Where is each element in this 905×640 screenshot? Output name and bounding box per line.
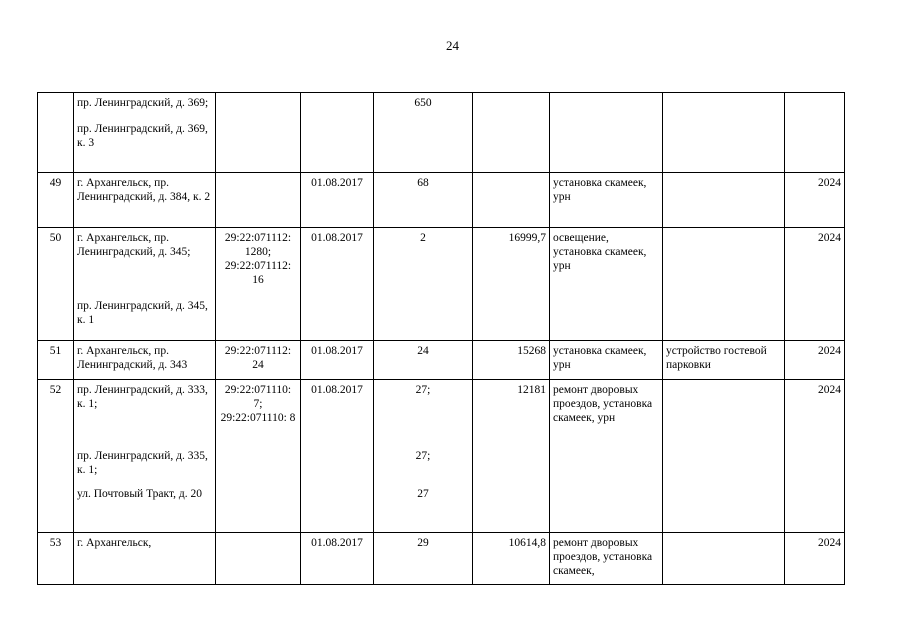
cell-num	[38, 93, 74, 173]
cell-address	[74, 533, 216, 585]
cell-area: 10614,8	[473, 533, 550, 585]
cell-address	[74, 228, 216, 341]
count-value: 68	[417, 177, 429, 189]
cell-date: 01.08.2017	[301, 173, 374, 228]
table-row	[38, 341, 845, 380]
address-line: г. Архангельск,	[77, 537, 152, 549]
cell-count	[374, 341, 473, 380]
cell-area	[473, 93, 550, 173]
cadastral-number: 29:22:071112: 24	[224, 345, 292, 371]
cell-year: 2024	[785, 341, 845, 380]
cell-year	[785, 93, 845, 173]
cell-address	[74, 341, 216, 380]
cell-works: установка скамеек, урн	[550, 173, 663, 228]
cell-area: 16999,7	[473, 228, 550, 341]
table-row	[38, 380, 845, 533]
count-value: 27	[417, 488, 429, 500]
address-line: г. Архангельск, пр. Ленинградский, д. 384, к. 2	[77, 177, 211, 203]
cell-date	[301, 93, 374, 173]
cell-address	[74, 93, 216, 173]
cadastral-number: 29:22:071110: 7;	[224, 384, 292, 410]
cell-cadastral	[216, 93, 301, 173]
table-row	[38, 533, 845, 585]
address-line: пр. Ленинградский, д. 345, к. 1	[77, 300, 208, 326]
cell-extra-works	[663, 228, 785, 341]
improvement-table	[37, 92, 845, 585]
cell-num: 51	[38, 341, 74, 380]
address-line: ул. Почтовый Тракт, д. 20	[77, 488, 202, 500]
address-line: пр. Ленинградский, д. 335, к. 1;	[77, 450, 208, 476]
cell-date: 01.08.2017	[301, 380, 374, 533]
cell-extra-works	[663, 173, 785, 228]
cell-num: 49	[38, 173, 74, 228]
cell-count	[374, 228, 473, 341]
cell-works: установка скамеек, урн	[550, 341, 663, 380]
cell-address	[74, 173, 216, 228]
cell-cadastral	[216, 380, 301, 533]
table-row	[38, 173, 845, 228]
cell-extra-works: устройство гостевой парковки	[663, 341, 785, 380]
cell-extra-works	[663, 380, 785, 533]
cell-count	[374, 173, 473, 228]
cell-date: 01.08.2017	[301, 533, 374, 585]
count-value: 29	[417, 537, 429, 549]
count-value: 27;	[415, 450, 431, 462]
cell-cadastral	[216, 228, 301, 341]
cadastral-number: 29:22:071112: 1280;	[224, 232, 292, 258]
cell-area: 12181	[473, 380, 550, 533]
cell-works	[550, 93, 663, 173]
address-line: г. Архангельск, пр. Ленинградский, д. 345;	[77, 232, 191, 258]
cadastral-number: 29:22:071112: 16	[224, 260, 292, 286]
cell-count	[374, 93, 473, 173]
count-value: 2	[420, 232, 426, 244]
cell-extra-works	[663, 533, 785, 585]
address-line: пр. Ленинградский, д. 369, к. 3	[77, 123, 208, 149]
cell-works: освещение, установка скамеек, урн	[550, 228, 663, 341]
page-number: 24	[446, 38, 459, 53]
cell-cadastral	[216, 533, 301, 585]
cell-area	[473, 173, 550, 228]
cell-cadastral	[216, 173, 301, 228]
cell-year: 2024	[785, 380, 845, 533]
count-value: 24	[417, 345, 429, 357]
cell-num: 50	[38, 228, 74, 341]
cell-year: 2024	[785, 228, 845, 341]
cell-date: 01.08.2017	[301, 228, 374, 341]
cell-count	[374, 380, 473, 533]
table-row	[38, 93, 845, 173]
cell-address	[74, 380, 216, 533]
cell-date: 01.08.2017	[301, 341, 374, 380]
cell-works: ремонт дворовых проездов, установка скамеек, урн	[550, 380, 663, 533]
cell-cadastral	[216, 341, 301, 380]
cell-num: 52	[38, 380, 74, 533]
cell-works: ремонт дворовых проездов, установка скамеек,	[550, 533, 663, 585]
cell-count	[374, 533, 473, 585]
table-row	[38, 228, 845, 341]
address-line: пр. Ленинградский, д. 333, к. 1;	[77, 384, 208, 410]
cadastral-number: 29:22:071110: 8	[220, 412, 296, 424]
cell-area: 15268	[473, 341, 550, 380]
address-line: г. Архангельск, пр. Ленинградский, д. 343	[77, 345, 188, 371]
count-value: 27;	[415, 384, 431, 396]
address-line: пр. Ленинградский, д. 369;	[77, 97, 209, 109]
cell-year: 2024	[785, 533, 845, 585]
cell-extra-works	[663, 93, 785, 173]
cell-num: 53	[38, 533, 74, 585]
count-value: 650	[414, 97, 432, 109]
cell-year: 2024	[785, 173, 845, 228]
